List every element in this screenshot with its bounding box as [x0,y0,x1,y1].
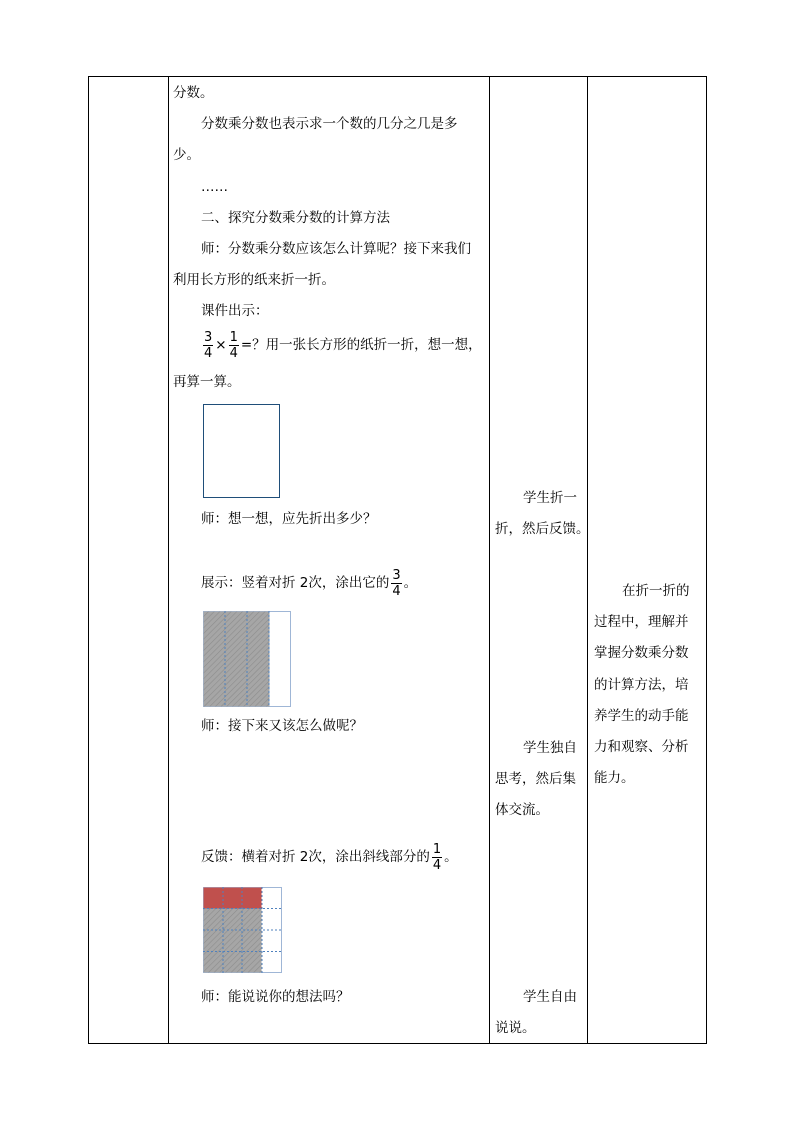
fraction-one-quarter: $\frac{1}{4}$ [229,329,238,361]
lesson-table [88,76,707,1044]
gray-shaded-region [204,909,262,973]
design-intent-line7: 能力。 [594,770,635,786]
shaded-three-quarters [204,612,270,707]
design-intent-line6: 力和观察、分析 [594,739,689,755]
design-intent-line2: 过程中，理解并 [594,614,689,630]
teacher-explain-question: 师：能说说你的想法吗？ [201,989,350,1005]
section-heading: 二、探究分数乘分数的计算方法 [201,210,390,226]
courseware-label: 课件出示： [201,303,269,319]
red-shaded-region [204,888,262,909]
text-fenshu: 分数。 [173,85,214,101]
student-activity-3-line2: 说说。 [495,1020,536,1036]
vertical-fold-diagram [203,611,291,707]
student-activity-2-line2: 思考，然后集 [495,771,576,787]
display-vertical-fold: 展示：竖着对折 2次，涂出它的 $\frac{3}{4}$ 。 [201,567,418,599]
fraction-three-quarters-display: $\frac{3}{4}$ [392,567,401,599]
design-intent-line3: 掌握分数乘分数 [594,645,689,661]
paragraph-meaning-line2: 少。 [173,147,200,163]
expression-line [201,328,482,362]
student-activity-2-line1: 学生独自 [523,740,577,756]
student-activity-2-line3: 体交流。 [495,802,549,818]
student-activity-1-line2: 折，然后反馈。 [495,521,590,537]
expression-instruction: =？用一张长方形的纸折一折，想一想， [240,337,482,353]
ellipsis: …… [201,179,228,195]
design-intent-line5: 养学生的动手能 [594,708,689,724]
teacher-next-question: 师：接下来又该怎么做呢？ [201,718,363,734]
horizontal-fold-diagram [203,887,283,973]
fraction-three-quarters: $\frac{3}{4}$ [204,329,213,361]
teacher-question-line1: 师：分数乘分数应该怎么计算呢？接下来我们 [201,241,471,257]
student-activity-1-line1: 学生折一 [523,490,577,506]
column-divider-2 [489,77,490,1043]
design-intent-line1: 在折一折的 [622,583,690,599]
calc-prompt: 再算一算。 [173,374,241,390]
teacher-question-line2: 利用长方形的纸来折一折。 [173,272,335,288]
feedback-horizontal-fold: 反馈：横着对折 2次，涂出斜线部分的 $\frac{1}{4}$ 。 [201,841,458,873]
column-divider-1 [168,77,169,1043]
column-divider-3 [587,77,588,1043]
student-activity-3-line1: 学生自由 [523,989,577,1005]
fraction-one-quarter-feedback: $\frac{1}{4}$ [432,841,442,873]
teacher-fold-question: 师：想一想，应先折出多少？ [201,511,377,527]
design-intent-line4: 的计算方法，培 [594,677,689,693]
times-sign: × [215,337,227,353]
blank-paper-rectangle [203,404,280,498]
paragraph-meaning-line1: 分数乘分数也表示求一个数的几分之几是多 [201,116,458,132]
